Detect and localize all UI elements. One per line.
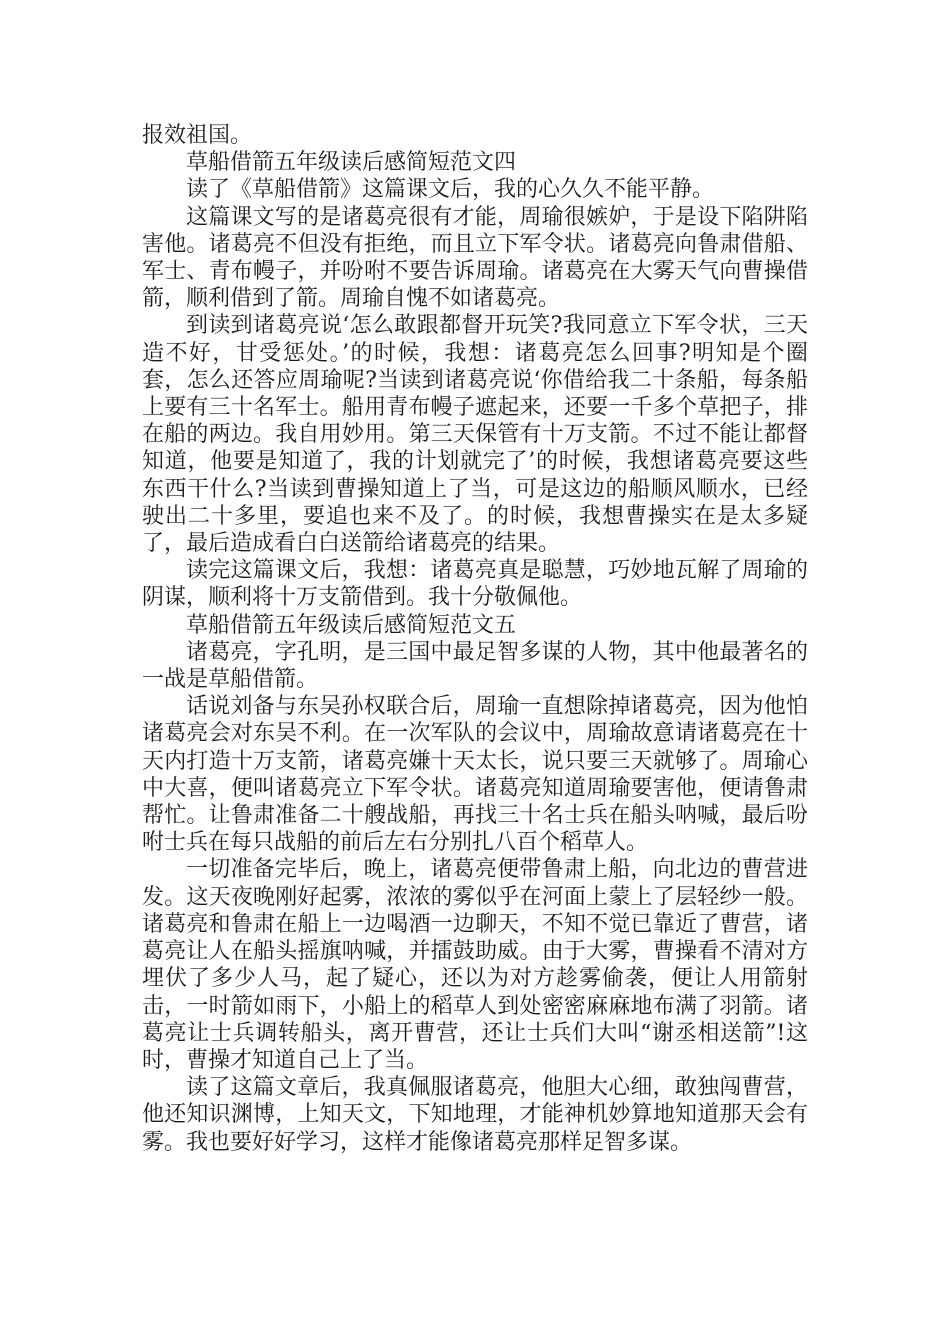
paragraph: 读完这篇课文后，我想：诸葛亮真是聪慧，巧妙地瓦解了周瑜的阴谋，顺利将十万支箭借到。我十分敬佩他。 — [142, 558, 808, 611]
document-body — [142, 122, 808, 1156]
paragraph: 读了这篇文章后，我真佩服诸葛亮，他胆大心细，敢独闯曹营，他还知识渊博，上知天文，下知地理，才能神机妙算地知道那天会有雾。我也要好好学习，这样才能像诸葛亮那样足智多谋。 — [142, 1075, 808, 1155]
paragraph: 话说刘备与东吴孙权联合后，周瑜一直想除掉诸葛亮，因为他怕诸葛亮会对东吴不利。在一次军队的会议中，周瑜故意请诸葛亮在十天内打造十万支箭，诸葛亮嫌十天太长，说只要三天就够了。周瑜心中大喜，便叫诸葛亮立下军令状。诸葛亮知道周瑜要害他，便请鲁肃帮忙。让鲁肃准备二十艘战船，再找三十名士兵在船头呐喊，最后吩咐士兵在每只战船的前后左右分别扎八百个稻草人。 — [142, 694, 808, 856]
paragraph: 到读到诸葛亮说‘怎么敢跟都督开玩笑?我同意立下军令状，三天造不好，甘受惩处。’的时候，我想：诸葛亮怎么回事?明知是个圈套，怎么还答应周瑜呢?当读到诸葛亮说‘你借给我二十条船，每条船上要有三十名军士。船用青布幔子遮起来，还要一千多个草把子，排在船的两边。我自用妙用。第三天保管有十万支箭。不过不能让都督知道，他要是知道了，我的计划就完了’的时候，我想诸葛亮要这些东西干什么?当读到曹操知道上了当，可是这边的船顺风顺水，已经驶出二十多里，要追也来不及了。的时候，我想曹操实在是太多疑了，最后造成看白白送箭给诸葛亮的结果。 — [142, 313, 808, 557]
section-heading-5: 草船借箭五年级读后感简短范文五 — [186, 612, 517, 638]
paragraph-continuation: 报效祖国。 — [142, 123, 253, 148]
paragraph: 这篇课文写的是诸葛亮很有才能，周瑜很嫉妒，于是设下陷阱陷害他。诸葛亮不但没有拒绝，而且立下军令状。诸葛亮向鲁肃借船、军士、青布幔子，并吩咐不要告诉周瑜。诸葛亮在大雾天气向曹操借箭，顺利借到了箭。周瑜自愧不如诸葛亮。 — [142, 204, 808, 312]
paragraph: 一切准备完毕后，晚上，诸葛亮便带鲁肃上船，向北边的曹营进发。这天夜晚刚好起雾，浓浓的雾似乎在河面上蒙上了层轻纱一般。诸葛亮和鲁肃在船上一边喝酒一边聊天，不知不觉已靠近了曹营，诸葛亮让人在船头摇旗呐喊，并擂鼓助威。由于大雾，曹操看不清对方埋伏了多少人马，起了疑心，还以为对方趁雾偷袭，便让人用箭射击，一时箭如雨下，小船上的稻草人到处密密麻麻地布满了羽箭。诸葛亮让士兵调转船头，离开曹营，还让士兵们大叫“谢丞相送箭”!这时，曹操才知道自己上了当。 — [142, 857, 808, 1073]
section-heading-4: 草船借箭五年级读后感简短范文四 — [186, 150, 517, 176]
paragraph: 诸葛亮，字孔明，是三国中最足智多谋的人物，其中他最著名的一战是草船借箭。 — [142, 639, 808, 693]
paragraph: 读了《草船借箭》这篇课文后，我的心久久不能平静。 — [186, 177, 715, 203]
